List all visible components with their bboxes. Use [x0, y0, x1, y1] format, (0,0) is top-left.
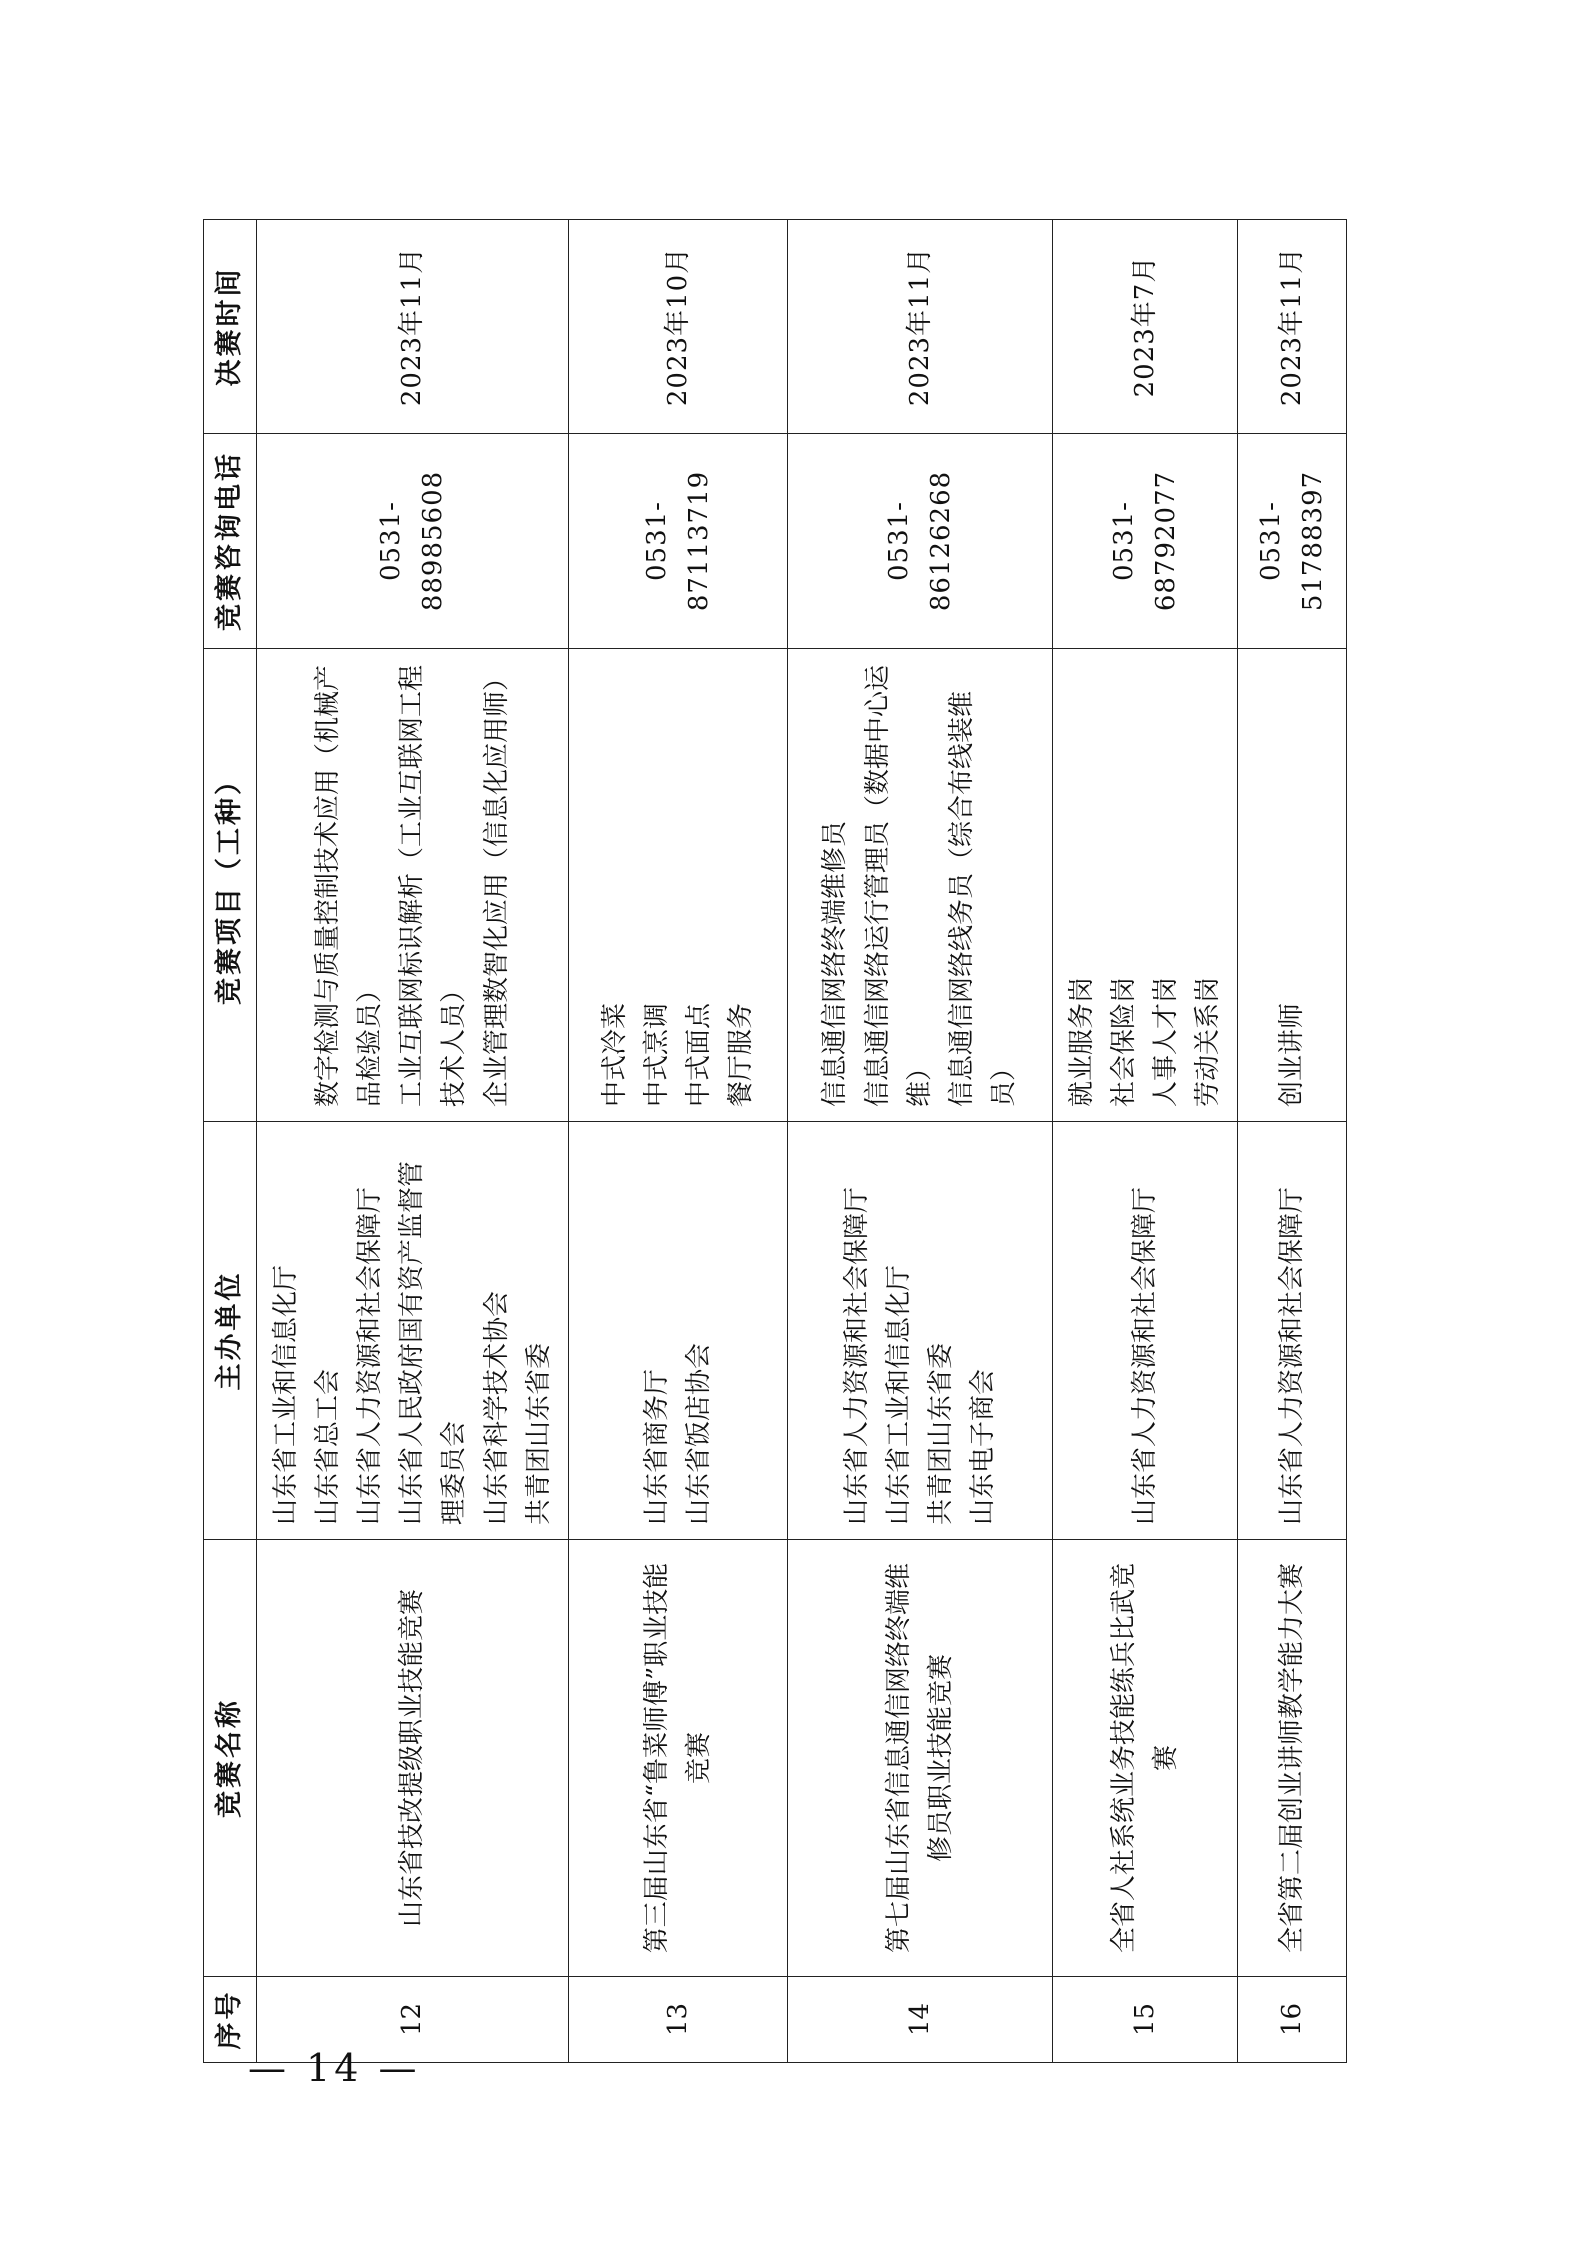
row-name: 第三届山东省“鲁菜师傅”职业技能竞赛: [568, 1540, 787, 1977]
project: 人事人才岗: [1150, 976, 1181, 1107]
organizer: 山东电子商会: [967, 1368, 998, 1525]
row-name: 全省人社系统业务技能练兵比武竞赛: [1052, 1540, 1237, 1977]
table-header-row: [204, 220, 257, 2063]
row-projects: [1238, 649, 1347, 1122]
organizer: 山东省工业和信息化厅: [271, 1264, 301, 1525]
organizer: 山东省人力资源和社会保障厅: [1129, 1186, 1160, 1525]
rotated-table-container: [203, 220, 1340, 2063]
row-projects: [257, 649, 569, 1122]
project: 中式面点: [683, 1002, 714, 1107]
organizer: 山东省人力资源和社会保障厅: [355, 1186, 386, 1525]
table-row: [787, 220, 1052, 2063]
project: 中式烹调: [641, 1002, 672, 1107]
row-no: 12: [257, 1977, 569, 2063]
header-projects: 竞赛项目（工种）: [204, 649, 257, 1122]
row-name: 山东省技改提级职业技能竞赛: [257, 1540, 569, 1977]
project: 餐厅服务: [725, 1002, 756, 1107]
project: 工业互联网标识解析（工业互联网工程技术人员）: [397, 664, 470, 1107]
organizer: 山东省商务厅: [641, 1368, 672, 1525]
row-name: 第七届山东省信息通信网络终端维修员职业技能竞赛: [787, 1540, 1052, 1977]
table-row: [1052, 220, 1237, 2063]
row-time: 2023年7月: [1052, 220, 1237, 434]
row-phone: 0531-88985608: [257, 434, 569, 649]
page-number: — 14 —: [248, 2046, 421, 2090]
organizer: 山东省饭店协会: [683, 1342, 714, 1525]
row-time: 2023年11月: [1238, 220, 1347, 434]
row-time: 2023年10月: [568, 220, 787, 434]
project: 创业讲师: [1277, 1002, 1308, 1107]
table-row: [1238, 220, 1347, 2063]
table-row: [257, 220, 569, 2063]
project: 中式冷菜: [599, 1002, 630, 1107]
header-name: 竞赛名称: [204, 1540, 257, 1977]
row-no: 15: [1052, 1977, 1237, 2063]
row-phone: 0531-87113719: [568, 434, 787, 649]
header-no: 序号: [204, 1977, 257, 2063]
header-phone: 竞赛咨询电话: [204, 434, 257, 649]
row-no: 13: [568, 1977, 787, 2063]
organizer: 山东省人力资源和社会保障厅: [841, 1186, 872, 1525]
row-projects: [1052, 649, 1237, 1122]
organizer: 山东省总工会: [313, 1368, 344, 1525]
row-phone: 0531-86126268: [787, 434, 1052, 649]
header-organizers: 主办单位: [204, 1122, 257, 1540]
row-organizers: [787, 1122, 1052, 1540]
project: 信息通信网络运行管理员（数据中心运维）: [862, 664, 935, 1107]
organizer: 山东省人力资源和社会保障厅: [1277, 1186, 1308, 1525]
project: 企业管理数智化应用（信息化应用师）: [481, 664, 512, 1107]
organizer: 共青团山东省委: [523, 1342, 554, 1525]
row-phone: 0531-51788397: [1238, 434, 1347, 649]
project: 信息通信网络线务员（综合布线装维员）: [946, 690, 1019, 1107]
header-time: 决赛时间: [204, 220, 257, 434]
row-organizers: [1238, 1122, 1347, 1540]
row-no: 16: [1238, 1977, 1347, 2063]
organizer: 共青团山东省委: [925, 1342, 956, 1525]
project: 数字检测与质量控制技术应用（机械产品检验员）: [313, 664, 386, 1107]
row-projects: [568, 649, 787, 1122]
row-organizers: [568, 1122, 787, 1540]
project: 社会保险岗: [1108, 976, 1139, 1107]
competition-table: [203, 219, 1347, 2063]
row-phone: 0531-68792077: [1052, 434, 1237, 649]
organizer: 山东省工业和信息化厅: [883, 1264, 914, 1525]
row-time: 2023年11月: [257, 220, 569, 434]
table-row: [568, 220, 787, 2063]
row-no: 14: [787, 1977, 1052, 2063]
row-time: 2023年11月: [787, 220, 1052, 434]
project: 就业服务岗: [1066, 976, 1097, 1107]
project: 劳动关系岗: [1193, 976, 1224, 1107]
row-organizers: [1052, 1122, 1237, 1540]
organizer: 山东省科学技术协会: [481, 1290, 512, 1525]
row-projects: [787, 649, 1052, 1122]
row-name: 全省第二届创业讲师教学能力大赛: [1238, 1540, 1347, 1977]
organizer: 山东省人民政府国有资产监督管理委员会: [397, 1160, 470, 1525]
project: 信息通信网络终端维修员: [820, 820, 851, 1107]
row-organizers: [257, 1122, 569, 1540]
